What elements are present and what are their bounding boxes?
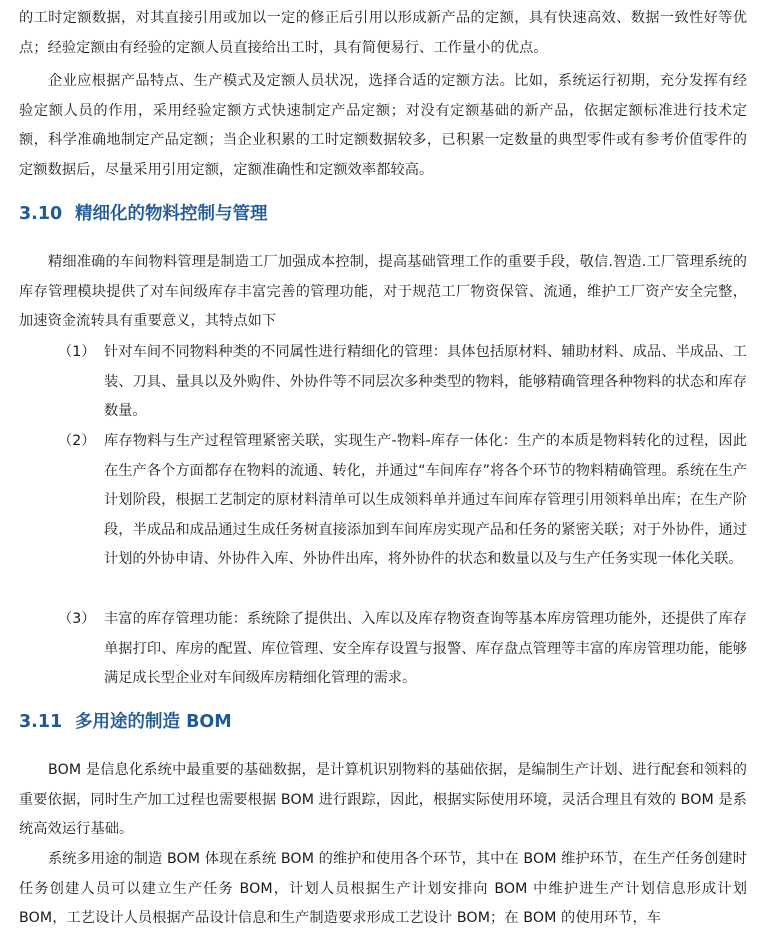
list-item-text: 针对车间不同物料种类的不同属性进行精细化的管理：具体包括原材料、辅助材料、成品、半成品、工装、刀具、量具以及外购件、外协件等不同层次多种类型的物料，能够精确管理各种物料的状态和库存数量。 — [104, 344, 747, 419]
section-3-11-paragraph-1: BOM 是信息化系统中最重要的基础数据，是计算机识别物料的基础依据，是编制生产计划、进行配套和领料的重要依据，同时生产加工过程也需要根据 BOM 进行跟踪，因此，根据实际使用环境，灵活合理且有效的 BOM 是系统高效运行基础。 — [19, 762, 747, 837]
list-marker: （2） — [58, 433, 96, 449]
intro-paragraph-2: 企业应根据产品特点、生产模式及定额人员状况，选择合适的定额方法。比如，系统运行初期，充分发挥有经验定额人员的作用，采用经验定额方式快速制定产品定额；对没有定额基础的新产品，依据定额标准进行技术定额，科学准确地制定产品定额；当企业积累的工时定额数据较多，已积累一定数量的典型零件或有参考价值零件的定额数据后，尽量采用引用定额，定额准确性和定额效率都较高。 — [19, 73, 747, 178]
list-item-text: 丰富的库存管理功能：系统除了提供出、入库以及库存物资查询等基本库房管理功能外，还提供了库存单据打印、库房的配置、库位管理、安全库存设置与报警、库存盘点管理等丰富的库房管理功能，能够满足成长型企业对车间级库房精细化管理的需求。 — [104, 611, 747, 686]
section-number: 3.10 — [19, 204, 63, 224]
section-title: 精细化的物料控制与管理 — [75, 204, 268, 224]
section-3-10-heading — [19, 200, 268, 225]
section-3-11-heading — [19, 708, 232, 733]
section-3-11-paragraph-2: 系统多用途的制造 BOM 体现在系统 BOM 的维护和使用各个环节，其中在 BOM 维护环节，在生产任务创建时任务创建人员可以建立生产任务 BOM，计划人员根据生产计划安排向 BOM 中维护进生产计划信息形成计划 BOM，工艺设计人员根据产品设计信息和生产制造要求形成工艺设计 BOM；在 BOM 的使用环节，车 — [19, 851, 747, 926]
section-3-10-intro: 精细准确的车间物料管理是制造工厂加强成本控制，提高基础管理工作的重要手段，敬信.智造.工厂管理系统的库存管理模块提供了对车间级库存丰富完善的管理功能，对于规范工厂物资保管、流通，维护工厂资产安全完整，加速资金流转具有重要意义，其特点如下 — [19, 254, 747, 329]
list-marker: （3） — [58, 611, 96, 627]
list-marker: （1） — [58, 344, 96, 360]
section-number: 3.11 — [19, 712, 63, 732]
intro-paragraph-1: 的工时定额数据，对其直接引用或加以一定的修正后引用以形成新产品的定额，具有快速高效、数据一致性好等优点；经验定额由有经验的定额人员直接给出工时，具有简便易行、工作量小的优点。 — [19, 10, 747, 56]
section-title: 多用途的制造 BOM — [75, 712, 232, 732]
list-item-text: 库存物料与生产过程管理紧密关联，实现生产-物料-库存一体化：生产的本质是物料转化的过程，因此在生产各个方面都存在物料的流通、转化，并通过“车间库存”将各个环节的物料精确管理。系统在生产计划阶段，根据工艺制定的原材料清单可以生成领料单并通过车间库存管理引用领料单出库；在生产阶段，半成品和成品通过生成任务树直接添加到车间库房实现产品和任务的紧密关联；对于外协件，通过计划的外协申请、外协件入库、外协件出库，将外协件的状态和数量以及与生产任务实现一体化关联。 — [104, 433, 747, 567]
